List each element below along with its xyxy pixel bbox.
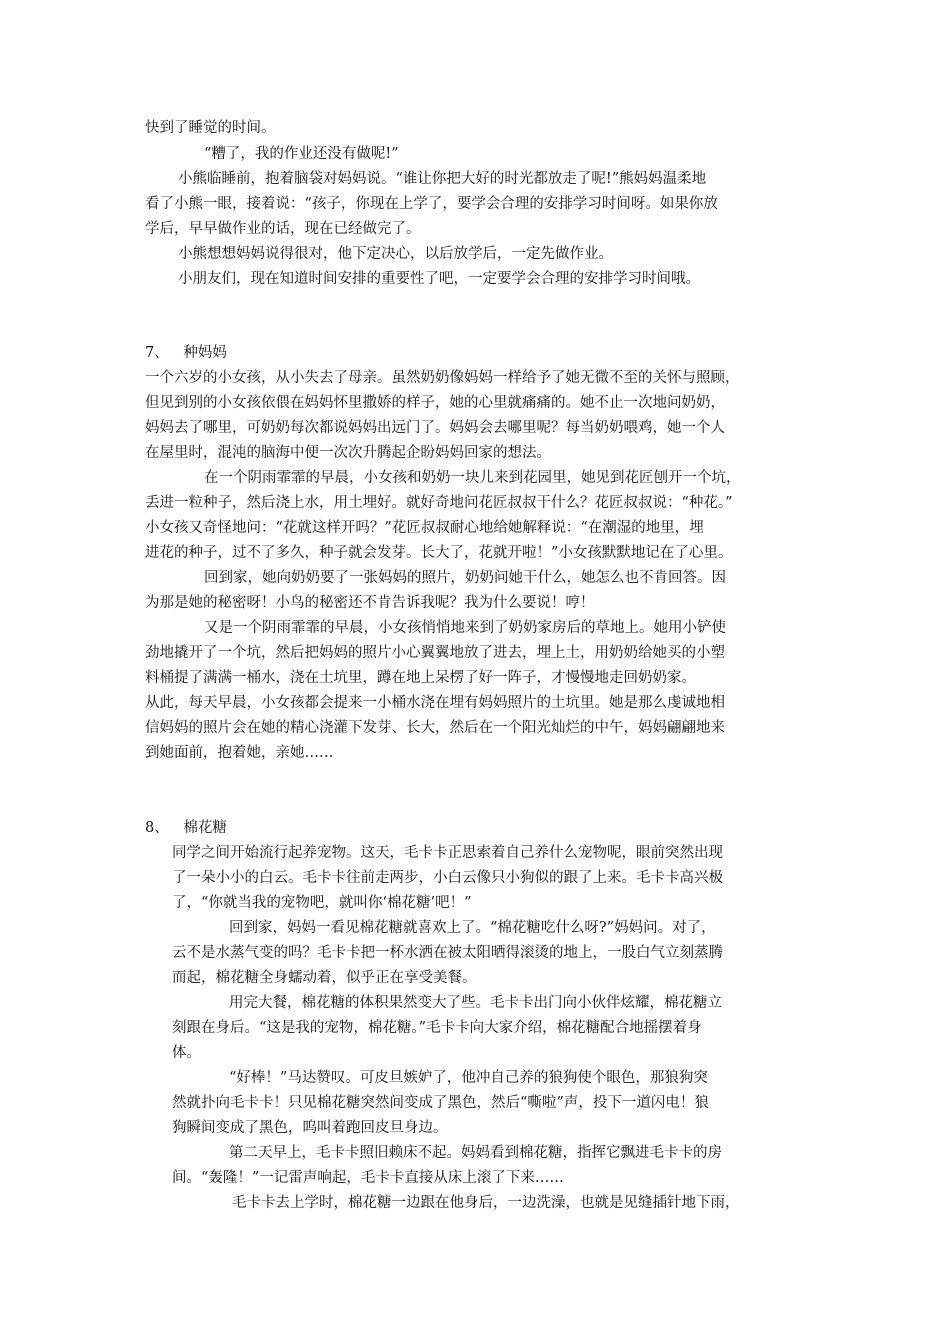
story7-title: 种妈妈	[183, 345, 227, 361]
story8-line-13: 第二天早上，毛卡卡照旧赖床不起。妈妈看到棉花糖，指挥它飘进毛卡卡的房	[229, 1145, 722, 1161]
story8-line-2: 了一朵小小的白云。毛卡卡往前走两步，小白云像只小狗似的跟了上来。毛卡卡高兴极	[172, 870, 723, 886]
story8-number: 8、	[145, 820, 169, 836]
story8-line-8: 刻跟在身后。“这是我的宠物，棉花糖。”毛卡卡向大家介绍，棉花糖配合地摇摆着身	[172, 1020, 702, 1036]
story8-line-6: 而起，棉花糖全身蠕动着，似乎正在享受美餐。	[172, 970, 477, 986]
story7-line-2: 但见到别的小女孩依偎在妈妈怀里撒娇的样子，她的心里就痛痛的。她不止一次地问奶奶，	[145, 395, 725, 411]
story8-line-9: 体。	[172, 1045, 201, 1061]
story8-line-4: 回到家，妈妈一看见棉花糖就喜欢上了。“棉花糖吃什么呀?”妈妈问。对了，	[229, 920, 716, 936]
story7-line-12: 劲地撬开了一个坑，然后把妈妈的照片小心翼翼地放了进去，埋上土，用奶奶给她买的小塑	[145, 645, 725, 661]
story8-line-12: 狗瞬间变成了黑色，呜叫着跑回皮旦身边。	[172, 1120, 448, 1136]
story7-line-6: 丢进一粒种子，然后浇上水，用土埋好。就好奇地问花匠叔叔干什么？花匠叔叔说：“种花。”	[145, 495, 733, 511]
story7-line-16: 到她面前，抱着她，亲她……	[145, 745, 334, 761]
story8-title: 棉花糖	[183, 820, 227, 836]
story7-line-14: 从此，每天早晨，小女孩都会提来一小桶水浇在埋有妈妈照片的土坑里。她是那么虔诚地相	[145, 695, 725, 711]
story8-line-5: 云不是水蒸气变的吗？毛卡卡把一杯水洒在被太阳晒得滚烫的地上，一股白气立刻蒸腾	[172, 945, 723, 961]
story8-line-10: “好棒！”马达赞叹。可皮旦嫉妒了，他冲自己养的狼狗使个眼色，那狼狗突	[229, 1070, 708, 1086]
story8-line-11: 然就扑向毛卡卡！只见棉花糖突然间变成了黑色，然后“嘶啦”声，投下一道闪电！狼	[172, 1095, 709, 1111]
story8-line-1: 同学之间开始流行起养宠物。这天，毛卡卡正思索着自己养什么宠物呢，眼前突然出现	[172, 845, 723, 861]
story7-line-5: 在一个阴雨霏霏的早晨，小女孩和奶奶一块儿来到花园里，她见到花匠刨开一个坑，	[204, 470, 741, 486]
story6-line-5: 学后，早早做作业的话，现在已经做完了。	[145, 221, 421, 237]
story7-line-10: 为那是她的秘密呀！小鸟的秘密还不肯告诉我呢？我为什么要说！哼！	[145, 595, 595, 611]
story7-line-7: 小女孩又奇怪地问：“花就这样开吗？”花匠叔叔耐心地给她解释说：“在潮湿的地里，埋	[145, 520, 704, 536]
story6-line-6: 小熊想想妈妈说得很对，他下定决心，以后放学后，一定先做作业。	[178, 246, 613, 262]
story6-line-4: 看了小熊一眼，接着说：“孩子，你现在上学了，要学会合理的安排学习时间呀。如果你放	[145, 196, 718, 212]
story6-line-2: “糟了，我的作业还没有做呢!”	[204, 146, 399, 162]
story7-line-13: 料桶提了满满一桶水，浇在土坑里，蹲在地上呆楞了好一阵子，才慢慢地走回奶奶家。	[145, 670, 696, 686]
story8-line-7: 用完大餐，棉花糖的体积果然变大了些。毛卡卡出门向小伙伴炫耀，棉花糖立	[229, 995, 722, 1011]
story7-heading	[145, 343, 227, 363]
story6-line-3: 小熊临睡前，抱着脑袋对妈妈说。“谁让你把大好的时光都放走了呢!”熊妈妈温柔地	[178, 171, 707, 187]
story7-line-9: 回到家，她向奶奶要了一张妈妈的照片，奶奶问她干什么，她怎么也不肯回答。因	[204, 570, 726, 586]
story8-line-3: 了，“你就当我的宠物吧，就叫你‘棉花糖’吧！”	[172, 895, 472, 911]
story7-line-15: 信妈妈的照片会在她的精心浇灌下发芽、长大，然后在一个阳光灿烂的中午，妈妈翩翩地来	[145, 720, 725, 736]
story8-heading	[145, 818, 227, 838]
story7-number: 7、	[145, 345, 169, 361]
story8-line-14: 间。“轰隆！”一记雷声响起，毛卡卡直接从床上滚了下来……	[172, 1170, 564, 1186]
story7-line-3: 妈妈去了哪里，可奶奶每次都说妈妈出远门了。妈妈会去哪里呢？每当奶奶喂鸡，她一个人	[145, 420, 725, 436]
story7-line-11: 又是一个阴雨霏霏的早晨，小女孩悄悄地来到了奶奶家房后的草地上。她用小铲使	[204, 620, 726, 636]
story8-line-15: 毛卡卡去上学时，棉花糖一边跟在他身后，一边洗澡，也就是见缝插针地下雨，	[232, 1195, 740, 1211]
story6-line-1: 快到了睡觉的时间。	[145, 120, 276, 136]
story7-line-8: 进花的种子，过不了多久，种子就会发芽。长大了，花就开啦！”小女孩默默地记在了心里。	[145, 545, 733, 561]
story7-line-4: 在屋里时，混沌的脑海中便一次次升腾起企盼妈妈回家的想法。	[145, 445, 551, 461]
story6-line-7: 小朋友们，现在知道时间安排的重要性了吧，一定要学会合理的安排学习时间哦。	[178, 271, 700, 287]
story7-line-1: 一个六岁的小女孩，从小失去了母亲。虽然奶奶像妈妈一样给予了她无微不至的关怀与照顾，	[145, 370, 740, 386]
